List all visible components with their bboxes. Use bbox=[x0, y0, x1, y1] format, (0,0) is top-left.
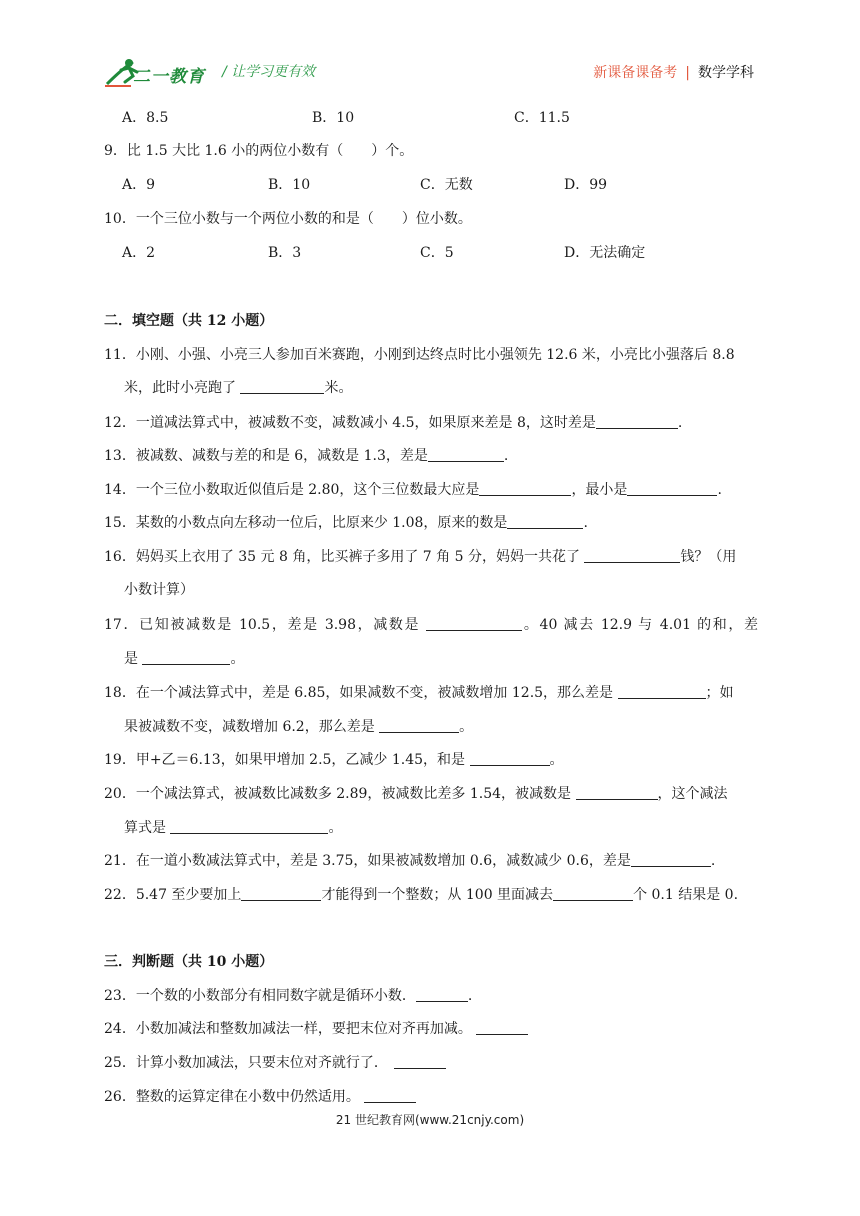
q18-second-blank[interactable] bbox=[379, 718, 459, 733]
q8-option-b: B．10 bbox=[312, 110, 355, 126]
q23 bbox=[104, 985, 472, 1005]
header-subject-label: 数学学科 bbox=[698, 65, 754, 81]
q25-answer-blank[interactable] bbox=[394, 1054, 446, 1069]
q20-end: 。 bbox=[328, 820, 343, 836]
q11-answer-blank[interactable] bbox=[240, 379, 324, 394]
q14-max-blank[interactable] bbox=[479, 481, 571, 496]
q18-line2 bbox=[124, 716, 473, 736]
q17-line2 bbox=[124, 648, 244, 668]
q18-text-2: 果被减数不变，减数增加 6.2，那么差是 bbox=[124, 719, 380, 735]
q8-option-a: A．8.5 bbox=[122, 110, 169, 126]
q23-answer-blank[interactable] bbox=[416, 987, 468, 1002]
q10-option-d: D．无法确定 bbox=[564, 245, 646, 261]
q14-min-blank[interactable] bbox=[627, 481, 717, 496]
logo-text: 二一教育 bbox=[133, 67, 205, 87]
q8-option-c: C．11.5 bbox=[514, 110, 570, 126]
q22-second-blank[interactable] bbox=[553, 886, 633, 901]
q10-text: 10．一个三位小数与一个两位小数的和是（ ）位小数。 bbox=[104, 211, 472, 227]
q21 bbox=[104, 850, 715, 870]
q11-text-a: 米，此时小亮跑了 bbox=[124, 380, 241, 396]
q16-answer-blank[interactable] bbox=[584, 548, 680, 563]
q20-minuend-blank[interactable] bbox=[576, 785, 658, 800]
q13-answer-blank[interactable] bbox=[428, 447, 504, 462]
q22-mid: 才能得到一个整数；从 100 里面减去 bbox=[321, 887, 554, 903]
q14-end: . bbox=[717, 482, 722, 498]
q21-answer-blank[interactable] bbox=[631, 852, 711, 867]
q11-line1: 11．小刚、小强、小亮三人参加百米赛跑，小刚到达终点时比小强领先 12.6 米，小亮比小强落后 8.8 bbox=[104, 347, 735, 363]
header-subject bbox=[593, 62, 754, 82]
q9-text: 9．比 1.5 大比 1.6 小的两位小数有（ ）个。 bbox=[104, 143, 414, 159]
q15 bbox=[104, 512, 588, 532]
section-fill-in-title: 二．填空题（共 12 小题） bbox=[104, 313, 274, 329]
q21-end: . bbox=[710, 853, 716, 869]
q26-text: 26．整数的运算定律在小数中仍然适用。 bbox=[104, 1089, 365, 1105]
q19 bbox=[104, 749, 564, 769]
q16-line2: 小数计算） bbox=[124, 582, 194, 598]
q11-text-b: 米。 bbox=[324, 380, 353, 396]
q18-end: 。 bbox=[459, 719, 474, 735]
q12-text: 12．一道减法算式中，被减数不变，减数减小 4.5，如果原来差是 8，这时差是 bbox=[104, 415, 596, 431]
q15-answer-blank[interactable] bbox=[507, 514, 583, 529]
q26 bbox=[104, 1086, 416, 1106]
q16-text: 16．妈妈买上衣用了 35 元 8 角，比买裤子多用了 7 角 5 分，妈妈一共花了 bbox=[104, 549, 585, 565]
q20-line1 bbox=[104, 783, 728, 803]
q24-answer-blank[interactable] bbox=[476, 1020, 528, 1035]
q19-answer-blank[interactable] bbox=[470, 751, 550, 766]
section-judgment-title: 三．判断题（共 10 小题） bbox=[104, 954, 274, 970]
q9-option-b: B．10 bbox=[268, 177, 311, 193]
q20-line2 bbox=[124, 817, 342, 837]
q10-option-c: C．5 bbox=[420, 245, 454, 261]
q21-text: 21．在一道小数减法算式中，差是 3.75，如果被减数增加 0.6，减数减少 0.6，差是 bbox=[104, 853, 631, 869]
q17-text-2: 是 bbox=[124, 651, 143, 667]
q9-option-d: D．99 bbox=[564, 177, 608, 193]
q24-text: 24．小数加减法和整数加减法一样，要把末位对齐再加减。 bbox=[104, 1021, 477, 1037]
q22-text: 22．5.47 至少要加上 bbox=[104, 887, 242, 903]
q13-text: 13．被减数、减数与差的和是 6，减数是 1.3，差是 bbox=[104, 448, 428, 464]
q20-text: 20．一个减法算式，被减数比减数多 2.89，被减数比差多 1.54，被减数是 bbox=[104, 786, 576, 802]
q17-text: 17．已知被减数是 10.5，差是 3.98，减数是 bbox=[104, 617, 427, 633]
q13-end: . bbox=[503, 448, 509, 464]
q12-answer-blank[interactable] bbox=[596, 414, 678, 429]
q15-end: . bbox=[583, 515, 588, 531]
q14-text: 14．一个三位小数取近似值后是 2.80，这个三位数最大应是 bbox=[104, 482, 480, 498]
q13 bbox=[104, 445, 508, 465]
q9-option-c: C．无数 bbox=[420, 177, 473, 193]
q19-text: 19．甲+乙＝6.13，如果甲增加 2.5，乙减少 1.45，和是 bbox=[104, 752, 470, 768]
q17-line1 bbox=[104, 614, 758, 634]
q18-line1 bbox=[104, 682, 734, 702]
q17-end: 。 bbox=[230, 651, 245, 667]
q14 bbox=[104, 479, 722, 499]
q19-end: 。 bbox=[549, 752, 564, 768]
q17-mid: 。40 减去 12.9 与 4.01 的和，差 bbox=[522, 617, 758, 633]
q11-line2 bbox=[124, 377, 352, 397]
q17-subtrahend-blank[interactable] bbox=[426, 616, 522, 631]
page-footer: 21 世纪教育网(www.21cnjy.com) bbox=[335, 1113, 525, 1127]
slogan: / 让学习更有效 bbox=[222, 64, 316, 80]
q20-equation-blank[interactable] bbox=[170, 819, 328, 834]
q14-mid: ，最小是 bbox=[571, 482, 628, 498]
q26-answer-blank[interactable] bbox=[364, 1088, 416, 1103]
q24 bbox=[104, 1018, 528, 1038]
q18-first-blank[interactable] bbox=[618, 684, 706, 699]
q20-text-2: 算式是 bbox=[124, 820, 171, 836]
q10-option-b: B．3 bbox=[268, 245, 302, 261]
q23-end: . bbox=[467, 988, 473, 1004]
q22 bbox=[104, 884, 738, 904]
q12 bbox=[104, 412, 682, 432]
q16-line1 bbox=[104, 546, 736, 566]
header-category: 新课备课备考 bbox=[593, 65, 678, 81]
q22-first-blank[interactable] bbox=[241, 886, 321, 901]
q16-end: 钱？（用 bbox=[680, 549, 737, 565]
q25 bbox=[104, 1052, 446, 1072]
q18-mid: ；如 bbox=[705, 685, 734, 701]
q15-text: 15．某数的小数点向左移动一位后，比原来少 1.08，原来的数是 bbox=[104, 515, 508, 531]
q9-option-a: A．9 bbox=[122, 177, 156, 193]
q22-end: 个 0.1 结果是 0. bbox=[633, 887, 739, 903]
q17-difference-blank[interactable] bbox=[142, 650, 230, 665]
q20-mid: ，这个减法 bbox=[657, 786, 728, 802]
q12-end: . bbox=[677, 415, 683, 431]
header-separator: | bbox=[685, 65, 690, 81]
q10-option-a: A．2 bbox=[122, 245, 156, 261]
q23-text: 23．一个数的小数部分有相同数字就是循环小数． bbox=[104, 988, 416, 1004]
q18-text: 18．在一个减法算式中，差是 6.85，如果减数不变，被减数增加 12.5，那么差是 bbox=[104, 685, 618, 701]
q25-text: 25．计算小数加减法，只要末位对齐就行了． bbox=[104, 1055, 388, 1071]
page-header bbox=[0, 0, 860, 100]
